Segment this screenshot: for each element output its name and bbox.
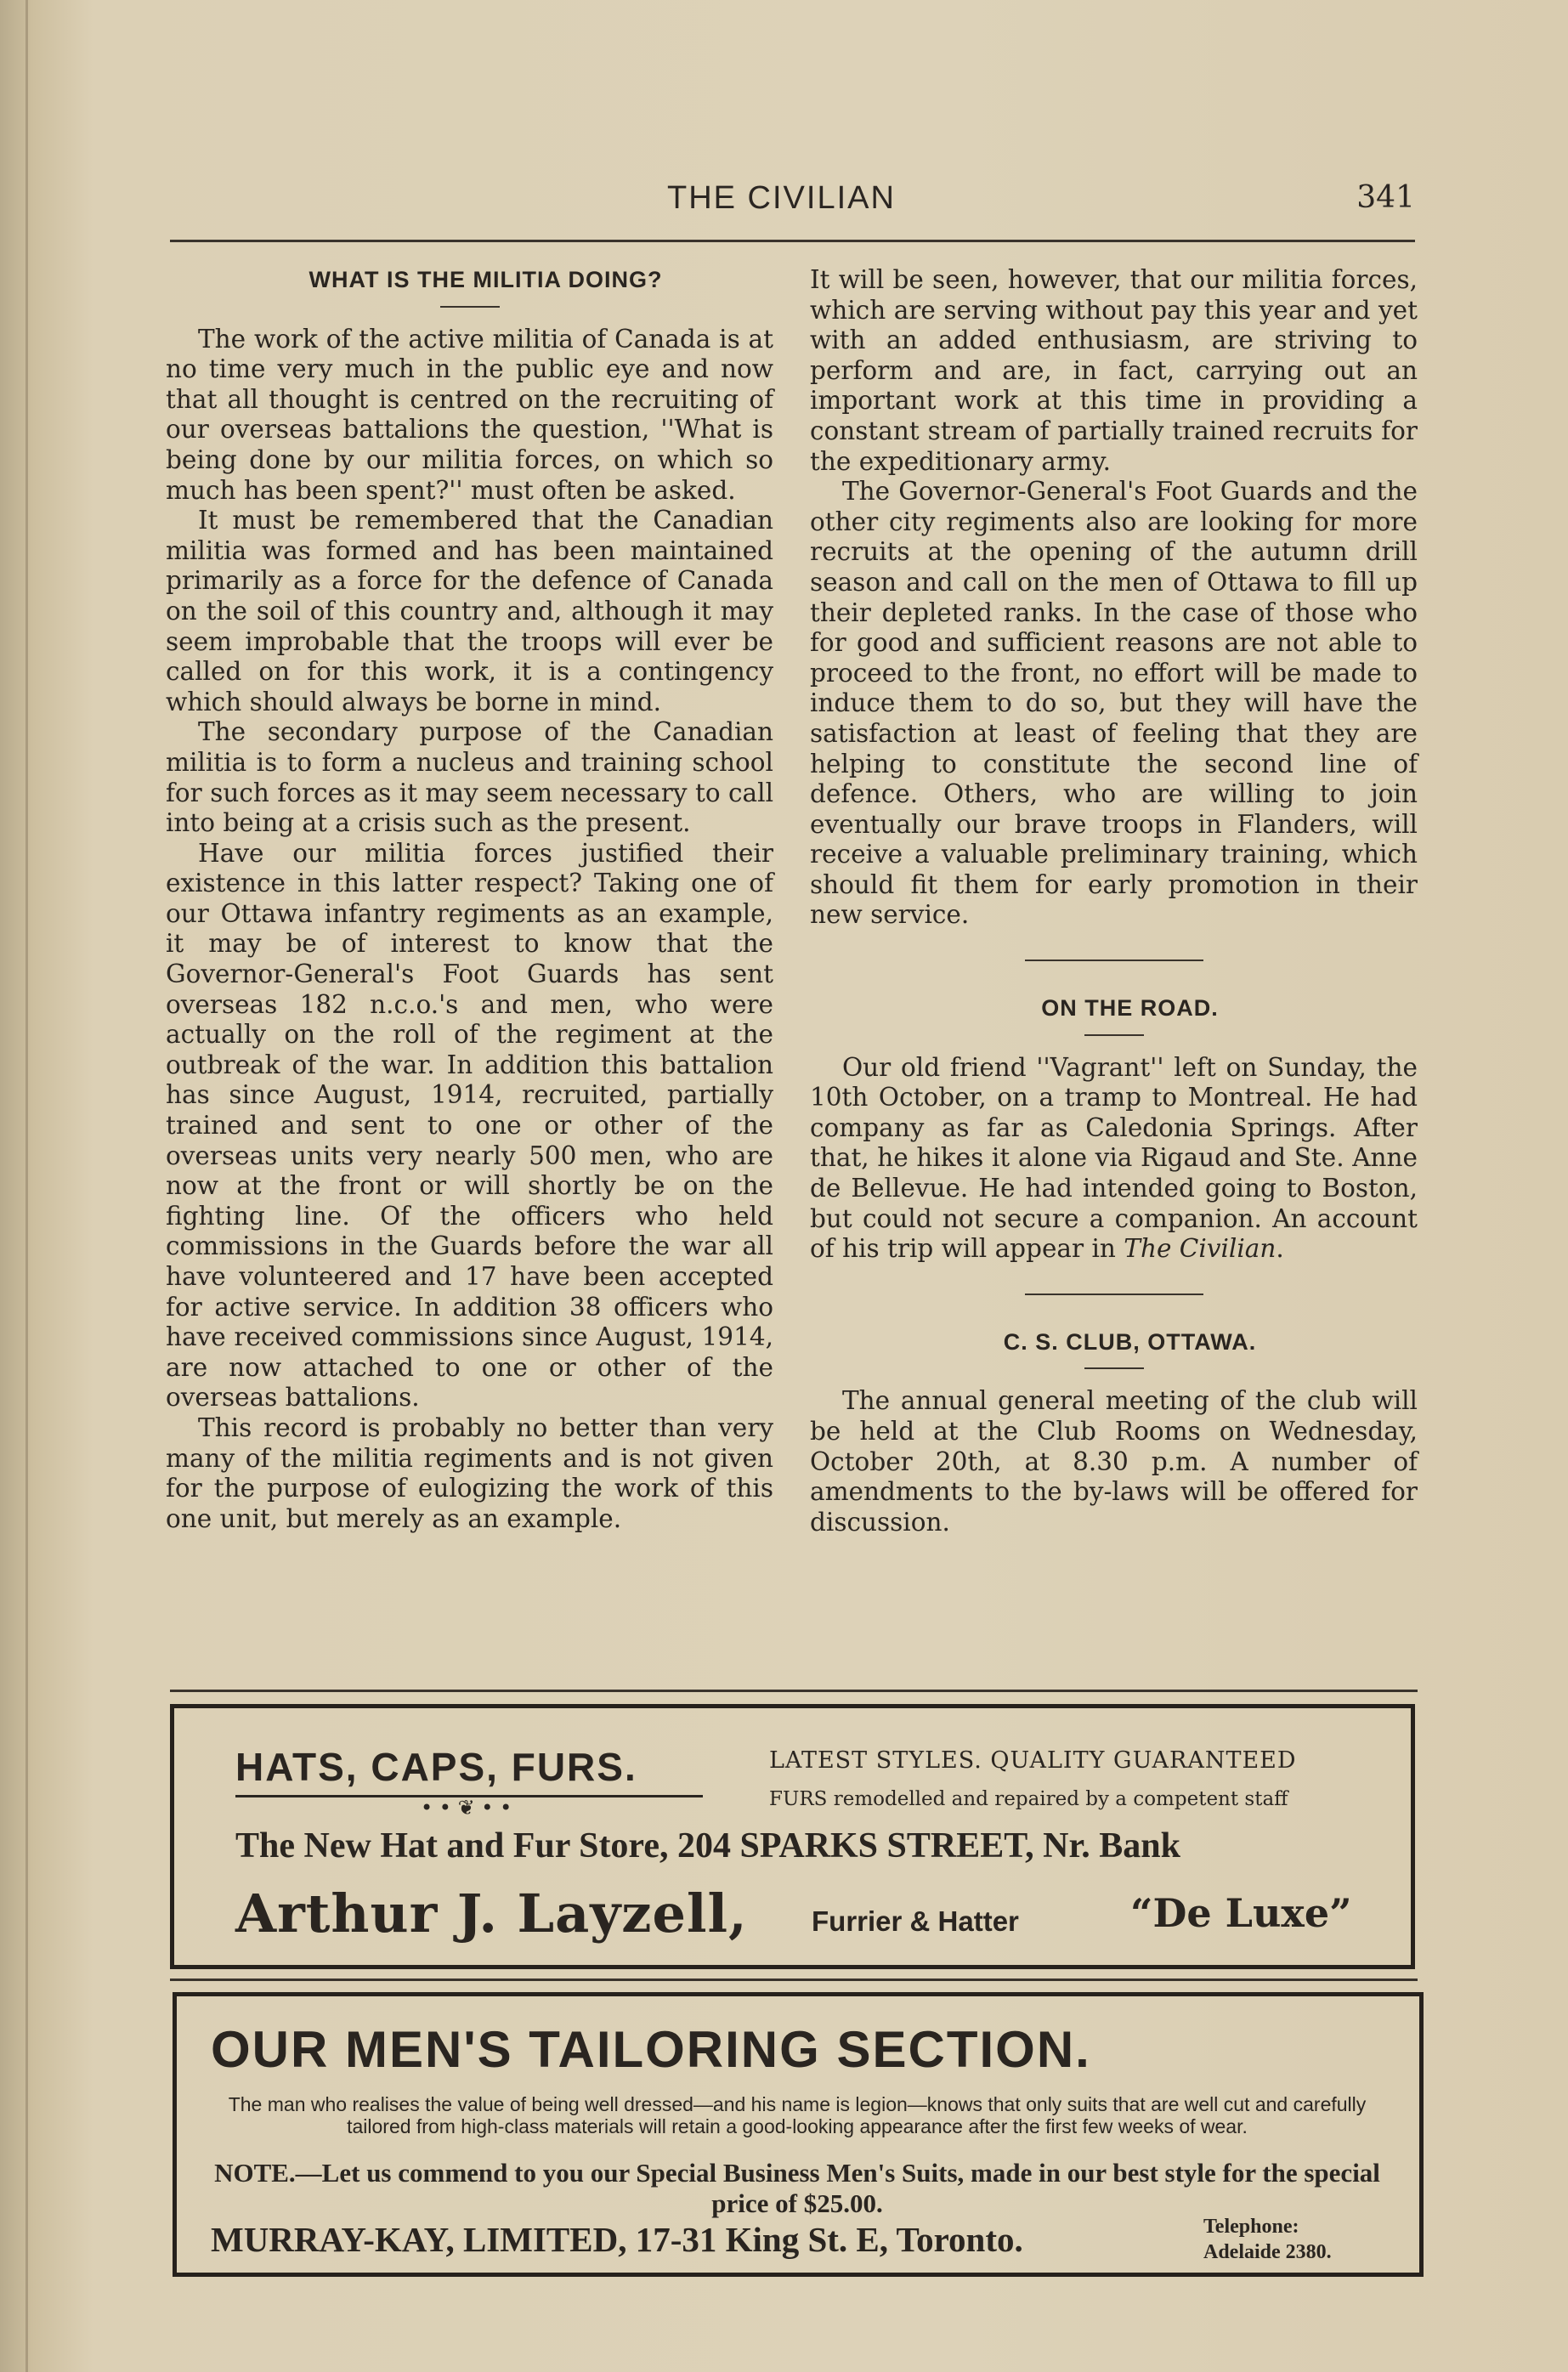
right-column — [810, 265, 1418, 1537]
left-column — [166, 265, 773, 1534]
ad-proprietor-role: Furrier & Hatter — [812, 1905, 1019, 1937]
ornament-icon: • • ❦ • • — [421, 1796, 512, 1820]
ad-store-line: The New Hat and Fur Store, 204 SPARKS STREET, Nr. Bank — [235, 1826, 1181, 1865]
ad-tailoring-note: NOTE.—Let us commend to you our Special Business Men's Suits, made in our best style for the special price of $25.00. — [214, 2158, 1380, 2218]
heading-divider — [1084, 1367, 1144, 1369]
militia-heading: WHAT IS THE MILITIA DOING? — [309, 267, 663, 292]
ad-hats-title: HATS, CAPS, FURS. — [235, 1745, 637, 1789]
tailoring-advertisement — [173, 1992, 1424, 2277]
club-paragraph: The annual general meeting of the club will be held at the Club Rooms on Wednesday, October 20th, at 8.30 p.m. A number of amendments to the by-laws will be offered for discussion. — [810, 1386, 1418, 1537]
paragraph: This record is probably no better than very many of the militia regiments and is not given for the purpose of eulogizing the work of this one unit, but merely as an example. — [166, 1412, 773, 1533]
ad-company-line: MURRAY-KAY, LIMITED, 17-31 King St. E, Toronto. — [211, 2220, 1023, 2259]
ad-top-rule — [170, 1690, 1418, 1692]
heading-divider — [440, 306, 500, 308]
hats-advertisement — [170, 1704, 1415, 1969]
ad-brand: “De Luxe” — [1130, 1890, 1352, 1936]
paragraph: The work of the active militia of Canada is at no time very much in the public eye and now that all thought is centred on the recruiting of our overseas battalions the question, ''What is being done by our militia forces, on which so much has been spent?'' must often be asked. — [166, 324, 773, 505]
ad-separator-rule — [170, 1979, 1418, 1981]
paragraph: Have our militia forces justified their existence in this latter respect? Taking one of our Ottawa infantry regiments as an example, it may be of interest to know that the Governor-General's Foot Guards has sent overseas 182 n.c.o.'s and men, who were actually on the roll of the regiment at the outbreak of the war. In addition this battalion has since August, 1914, recruited, partially trained and sent to one or other of the overseas units very nearly 500 men, who are now at the front or will shortly be on the fighting line. Of the officers who held commissions in the Guards before the war all have volunteered and 17 have been accepted for active service. In addition 38 officers who have received commissions since August, 1914, are now attached to one or other of the overseas battalions. — [166, 838, 773, 1412]
ad-furs-line: FURS remodelled and repaired by a competent staff — [769, 1788, 1288, 1810]
civilian-title: The Civilian — [1124, 1234, 1276, 1264]
page-number: 341 — [1356, 180, 1415, 215]
ad-proprietor-name: Arthur J. Layzell, — [235, 1882, 748, 1945]
running-title: THE CIVILIAN — [667, 180, 896, 216]
ad-tailoring-title: OUR MEN'S TAILORING SECTION. — [211, 2021, 1091, 2078]
heading-divider — [1084, 1034, 1144, 1036]
paragraph: The Governor-General's Foot Guards and the other city regiments also are looking for more recruits at the opening of the autumn drill season and call on the men of Ottawa to fill up their depleted ranks. In the case of those who for good and sufficient reasons are not able to proceed to the front, no effort will be made to induce them to do so, but they will have the satisfaction at least of feeling that they are helping to constitute the second line of defence. Others, who are willing to join eventually our brave troops in Flanders, will receive a valuable preliminary training, which should fit them for early promotion in their new service. — [810, 477, 1418, 930]
book-gutter — [25, 0, 28, 2372]
header-rule — [170, 240, 1415, 242]
road-paragraph — [810, 1053, 1418, 1265]
road-heading: ON THE ROAD. — [1041, 995, 1219, 1022]
ad-tailoring-body: The man who realises the value of being well dressed—and his name is legion—knows that only suits that are well cut and carefully tailored from high-class materials will retain a good-looking appearance after the first few weeks of wear. — [228, 2093, 1367, 2137]
phone-label: Telephone: — [1203, 2216, 1299, 2238]
road-end: . — [1276, 1234, 1284, 1264]
road-text: Our old friend ''Vagrant'' left on Sunday, the 10th October, on a tramp to Montreal. He had company as far as Caledonia Springs. After that, he hikes it alone via Rigaud and Ste. Anne de Bellevue. He had intended going to Boston, but could not secure a companion. An account of his trip will appear in — [810, 1052, 1418, 1264]
ad-phone — [1203, 2214, 1332, 2265]
section-divider — [1025, 1294, 1203, 1295]
paragraph: The secondary purpose of the Canadian militia is to form a nucleus and training school for such forces as it may seem necessary to call into being at a crisis such as the present. — [166, 717, 773, 838]
ad-latest-styles: LATEST STYLES. QUALITY GUARANTEED — [769, 1747, 1297, 1774]
club-heading: C. S. CLUB, OTTAWA. — [1003, 1328, 1257, 1355]
paragraph: It will be seen, however, that our militia forces, which are serving without pay this year and yet with an added enthusiasm, are striving to perform and are, in fact, carrying out an important work at this time in providing a constant stream of partially trained recruits for the expeditionary army. — [810, 265, 1418, 476]
phone-number: Adelaide 2380. — [1203, 2241, 1332, 2263]
section-divider — [1025, 960, 1203, 961]
page-header — [166, 180, 1415, 224]
paragraph: It must be remembered that the Canadian militia was formed and has been maintained primarily as a force for the defence of Canada on the soil of this country and, although it may seem improbable that the troops will ever be called on for this work, it is a contingency which should always be borne in mind. — [166, 506, 773, 716]
